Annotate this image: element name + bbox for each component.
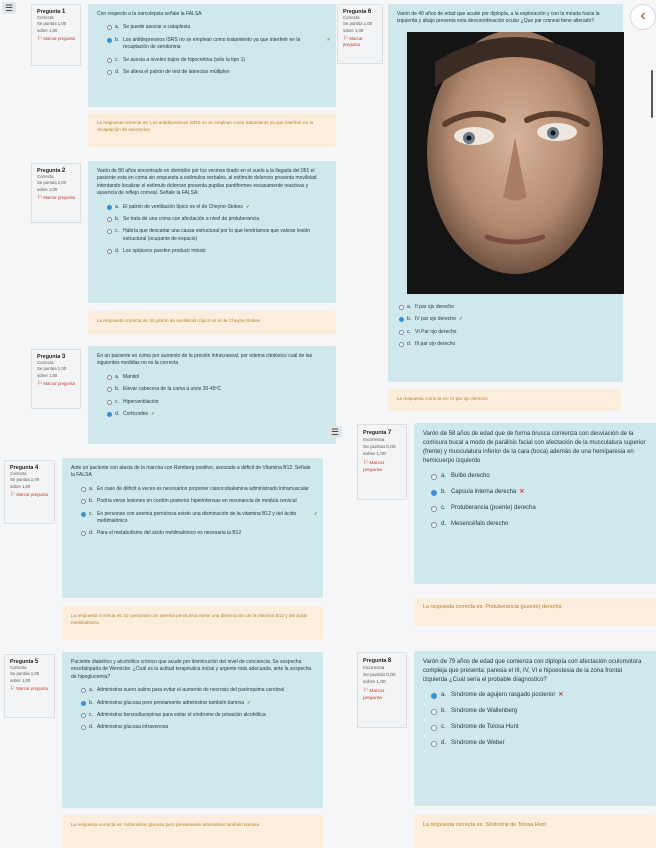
question-status: Correcta <box>10 471 27 477</box>
option-a[interactable]: a. II par ojo derecho <box>399 304 614 311</box>
question-status: Correcta <box>10 665 27 671</box>
question-text: Con respecto a la narcolepsia señale la FALSA <box>97 11 202 17</box>
question-text: En un paciente en coma por aumento de la presión intracraneal, por edema citotóxico cuál de las siguientes medidas no es la correcta <box>97 353 313 367</box>
question-score: Se puntúa 1,00 sobre 1,00 <box>10 671 40 683</box>
radio-b-selected[interactable] <box>431 490 437 496</box>
feedback-1: La respuesta correcta es: Los antidepresivos ISRS no se emplean como tratamiento ya que interferir en la recaptación de serotonina <box>88 113 336 147</box>
correct-check-icon: ✓ <box>313 510 318 517</box>
question-card-5 <box>62 652 323 808</box>
question-text: Varón de 79 años de edad que comienza con diplopía con afectación oculomotora compleja que presenta: paresia el III, IV, VI e hipoestesia de la zona frontal izquierda ¿Cuál sería el probable diagnostico? <box>423 659 642 683</box>
feedback-4: La respuesta correcta es: En personas con anemia perniciosa existe una disminución de la vitamina B12 y del ácido metilmalónico <box>62 606 323 640</box>
option-d[interactable]: d. Síndrome de Weber <box>431 739 647 748</box>
option-c[interactable]: c. Protuberancia (puente) derecha <box>431 504 647 513</box>
question-status: Incorrecta <box>363 666 385 671</box>
question-score: Se puntúa 0,00 sobre 1,00 <box>363 673 396 685</box>
radio-b-selected[interactable] <box>399 317 404 322</box>
option-d[interactable]: d. III par ojo derecho <box>399 341 614 348</box>
radio-b[interactable] <box>81 499 86 504</box>
incorrect-cross-icon: ✕ <box>558 692 564 698</box>
radio-d[interactable] <box>107 249 112 254</box>
feedback-6: La respuesta correcta es: IV par ojo derecho <box>388 389 621 411</box>
option-b[interactable]: b. Podría verse lesiones en cordón posterior hiperintensas en resonancia de medula cervical <box>81 498 314 505</box>
radio-c[interactable] <box>399 330 404 335</box>
question-status: Correcta <box>37 15 54 21</box>
question-text: Paciente diabético y alcohólico crónico que acude por disminución del nivel de conciencia. Se sospecha encefalopatía de Wernicke. ¿Cuál es la actitud terapéutica inicial y urgente más adecuada, ante la sospecha de hipoglucemia? <box>71 659 312 680</box>
option-a[interactable]: a. Síndrome de agujero rasgado posterior ✕ <box>431 691 647 700</box>
correct-check-icon: ✓ <box>326 36 331 43</box>
flag-question-link[interactable]: ⚐Marcar pregunta <box>363 688 385 701</box>
feedback-8: La respuesta correcta es: Síndrome de Tolosa Hunt <box>414 815 656 848</box>
question-label: Pregunta <box>37 9 61 15</box>
option-c[interactable]: c. En personas con anemia perniciosa existe una disminución de la vitamina B12 y del ácido metilmalónico ✓ <box>81 511 314 526</box>
radio-d[interactable] <box>81 531 86 536</box>
radio-b-selected[interactable] <box>107 38 112 43</box>
flag-icon: ⚐ <box>37 194 43 201</box>
feedback-2: La respuesta correcta es: El patrón de ventilación típico es el de Cheyne-Stokes <box>88 311 336 335</box>
option-b[interactable]: b. Elevar cabecera de la cama a unos 30-45ºC <box>107 386 327 393</box>
question-card-7 <box>414 423 656 584</box>
radio-b-selected[interactable] <box>81 701 86 706</box>
question-text: Varón de 80 años encontrado en domicilio por los vecinos tirado en el suelo a la llegada del 061 el paciente esta en coma sin respuesta a estímulos verbales, al estímulo doloroso presenta movilidad intentando localizar el estímulo doloroso presenta pupilas puntiformes escasamente reactivas y ausencia de reflejo corneal. Señale la FALSA: <box>97 168 317 197</box>
question-card-2 <box>88 161 336 303</box>
radio-c-selected[interactable] <box>81 512 86 517</box>
question-text: Ante un paciente con ataxia de la marcha con Romberg positivo, asociado a déficit de Vitamina B12. Señale la FALSA <box>71 465 311 479</box>
radio-c[interactable] <box>107 400 112 405</box>
option-a[interactable]: a. En caso de déficit a veces es necesarios proponer cianocobalamina administrado intramuscular <box>81 486 314 493</box>
radio-d[interactable] <box>431 741 437 747</box>
correct-check-icon: ✓ <box>247 699 252 706</box>
incorrect-cross-icon: ✕ <box>519 489 525 495</box>
radio-c[interactable] <box>107 58 112 63</box>
option-b[interactable]: b. IV par ojo derecho ✓ <box>399 316 614 323</box>
radio-c[interactable] <box>431 506 437 512</box>
option-d[interactable]: d. Administrar glucosa intravenosa <box>81 724 314 731</box>
question-status: Correcta <box>37 360 54 366</box>
question-number: 1 <box>61 8 66 15</box>
option-d[interactable]: d. Se altera el patrón de test de latencias múltiples <box>107 69 327 76</box>
radio-d[interactable] <box>431 522 437 528</box>
radio-c[interactable] <box>431 725 437 731</box>
option-c[interactable]: c. VI Par ojo derecho <box>399 329 614 336</box>
flag-icon: ⚐ <box>37 35 43 42</box>
question-info-1 <box>31 4 81 66</box>
option-b[interactable]: b. Capsula interna derecha ✕ <box>431 488 647 497</box>
question-info-6: Pregunta 6 Correcta Se puntúa 1,00 sobre 1,00 ⚐Marcar pregunta <box>337 4 383 64</box>
flag-question-link[interactable]: ⚐Marcar pregunta <box>37 35 75 42</box>
option-a[interactable]: a. Manitol <box>107 374 327 381</box>
hamburger-menu-icon[interactable]: ☰ <box>328 426 342 438</box>
question-score: Se puntúa 1,00 sobre 1,00 <box>343 21 373 33</box>
flag-icon: ⚐ <box>37 380 43 387</box>
flag-question-link[interactable]: ⚐Marcar pregunta <box>37 380 75 387</box>
flag-icon: ⚐ <box>363 688 369 694</box>
radio-a[interactable] <box>81 688 86 693</box>
radio-d[interactable] <box>107 70 112 75</box>
question-card-6 <box>388 4 623 382</box>
option-d[interactable]: d. Corticoides ✓ <box>107 411 327 418</box>
flag-question-link[interactable]: ⚐Marcar pregunta <box>363 460 385 473</box>
radio-a-selected[interactable] <box>431 693 437 699</box>
radio-a-selected[interactable] <box>107 205 112 210</box>
flag-icon: ⚐ <box>10 685 16 692</box>
radio-b[interactable] <box>107 217 112 222</box>
option-a[interactable]: a. Administrar suero salino para evitar el aumento de necrosis del parénquima cerebral <box>81 687 314 694</box>
question-info-3: Pregunta 3 Correcta Se puntúa 1,00 sobre 1,00 ⚐Marcar pregunta <box>31 349 81 409</box>
question-card-4 <box>62 458 323 598</box>
option-b[interactable]: b. Administrar glucosa pero previamente administrar también tiamina ✓ <box>81 700 314 707</box>
flag-question-link[interactable]: ⚐Marcar pregunta <box>10 491 48 498</box>
option-d[interactable]: d. Para el metabolismo del ácido metilmalónico es necesaria la B12 <box>81 530 314 537</box>
option-c[interactable]: c. Hiperventilación <box>107 399 327 406</box>
radio-b[interactable] <box>107 387 112 392</box>
feedback-5: La respuesta correcta es: Administrar glucosa pero previamente administrar también tiamina <box>62 815 323 848</box>
question-score: Se puntúa 1,00 sobre 1,00 <box>37 180 67 192</box>
question-status: Correcta <box>37 174 54 180</box>
option-b[interactable]: b. Síndrome de Wallenberg <box>431 707 647 716</box>
flag-icon: ⚐ <box>343 35 349 42</box>
patient-face-image <box>407 32 624 294</box>
question-score: Se puntúa 0,00 sobre 1,00 <box>363 445 396 457</box>
question-status: Incorrecta <box>363 438 385 443</box>
radio-a[interactable] <box>81 487 86 492</box>
option-b[interactable]: b. Los antidepresivos ISRS no se emplean como tratamiento ya que interferir en la recaptación de serotonina ✓ <box>107 37 327 52</box>
option-c[interactable]: c. Habría que descartar una causa estructural por lo que tendríamos que valorar lesión estructural (ocupante de espacio) <box>107 228 327 243</box>
hamburger-menu-icon[interactable]: ☰ <box>2 2 16 14</box>
radio-a[interactable] <box>431 474 437 480</box>
question-card-1 <box>88 4 336 107</box>
question-score: Se puntúa 1,00 sobre 1,00 <box>37 366 67 378</box>
question-text: Varón de 58 años de edad que de forma brusca comienza con desviación de la comisura bucal a modo de parálisis facial con afectación de la musculatura superior (frente) y musculatura inferior de la cara (boca) además de una hemiparesia en hemicuerpo izquierdo <box>423 431 646 464</box>
radio-c[interactable] <box>81 713 86 718</box>
radio-c[interactable] <box>107 229 112 234</box>
question-info-4: Pregunta 4 Correcta Se puntúa 1,00 sobre 1,00 ⚐Marcar pregunta <box>4 460 55 524</box>
feedback-7: La respuesta correcta es: Protuberancia (puente) derecha <box>414 598 656 626</box>
option-c[interactable]: c. Se asocia a niveles bajos de hipocretina (solo la tipo 1) <box>107 57 327 64</box>
flag-question-link[interactable]: ⚐Marcar pregunta <box>37 194 75 201</box>
question-text: Varón de 40 años de edad que acude por diplopía, a la exploración y con la mirada hacia la izquierda y abajo presenta esta descoordinación ocular ¿Que par craneal tiene alterado? <box>397 11 600 25</box>
question-info-8: Pregunta 8 Incorrecta Se puntúa 0,00 sobre 1,00 ⚐Marcar pregunta <box>357 652 407 728</box>
option-b[interactable]: b. Se trata de una coma con afectación a nivel de protuberancia <box>107 216 327 223</box>
radio-d[interactable] <box>81 725 86 730</box>
option-a[interactable]: a. Se puede asociar a cataplexia <box>107 24 327 31</box>
question-info-5: Pregunta 5 Correcta Se puntúa 1,00 sobre 1,00 ⚐Marcar pregunta <box>4 654 55 718</box>
radio-d-selected[interactable] <box>107 412 112 417</box>
option-c[interactable]: c. Administrar benzodiacepinas para evitar el síndrome de privación alcohólica <box>81 712 314 719</box>
radio-a[interactable] <box>399 305 404 310</box>
flag-question-link[interactable]: ⚐Marcar pregunta <box>10 685 48 692</box>
question-info-7: Pregunta 7 Incorrecta Se puntúa 0,00 sobre 1,00 ⚐Marcar pregunta <box>357 424 407 500</box>
flag-question-link[interactable]: ⚐Marcar pregunta <box>343 35 363 48</box>
option-d[interactable]: d. Mesencéfalo derecho <box>431 520 647 529</box>
scrollbar-thumb[interactable] <box>651 70 653 118</box>
question-card-8 <box>414 651 656 806</box>
option-a[interactable]: a. El patrón de ventilación típico es el de Cheyne-Stokes ✓ <box>107 204 327 211</box>
option-a[interactable]: a. Bulbo derecho <box>431 472 647 481</box>
radio-a[interactable] <box>107 25 112 30</box>
question-score: Se puntúa 1,00 sobre 1,00 <box>10 477 40 489</box>
question-info-2: Pregunta 2 Correcta Se puntúa 1,00 sobre 1,00 ⚐Marcar pregunta <box>31 163 81 223</box>
flag-icon: ⚐ <box>363 460 369 466</box>
collapse-drawer-button[interactable]: ‹ <box>630 4 656 30</box>
question-status: Correcta <box>343 15 360 21</box>
radio-d[interactable] <box>399 342 404 347</box>
flag-icon: ⚐ <box>10 491 16 498</box>
radio-a[interactable] <box>107 375 112 380</box>
correct-check-icon: ✓ <box>151 411 156 418</box>
correct-check-icon: ✓ <box>245 203 250 210</box>
option-d[interactable]: d. Los opiáceos pueden producir miosis <box>107 248 327 255</box>
correct-check-icon: ✓ <box>458 316 464 323</box>
option-c[interactable]: c. Síndrome de Tolosa Hunt <box>431 723 647 732</box>
radio-b[interactable] <box>431 709 437 715</box>
question-card-3 <box>88 346 336 444</box>
question-score: Se puntúa 1,00 sobre 1,00 <box>37 21 67 33</box>
